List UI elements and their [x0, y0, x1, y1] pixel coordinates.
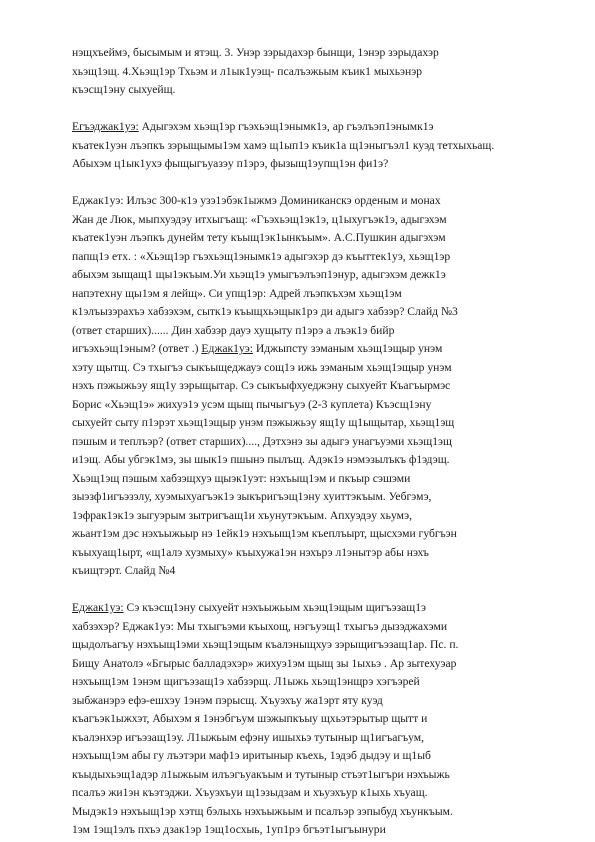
text-line: [72, 118, 532, 137]
text-line: [72, 544, 532, 563]
text-run: к1элъызэрахъэ хабзэхэм, сытк1э къыщхьэщык1рэ ди адыгэ хабзэр? Слайд №3: [72, 305, 458, 318]
text-line: [72, 507, 532, 526]
speaker-label: Еджак1уэ:: [201, 342, 253, 355]
text-line: [72, 766, 532, 785]
text-run: къатек1уэн лъэпкъ зэрыщымы1эм хамэ щ1ып1э къик1а щ1эныгъэл1 куэд тетхыхьащ.: [72, 138, 495, 152]
text-line: [72, 562, 532, 581]
text-line: [72, 618, 532, 637]
text-line: [72, 821, 532, 840]
text-line: [72, 63, 532, 82]
text-run: къатек1уэн лъэпкъ дунейм тету къыщ1эк1ынкъым». А.С.Пушкин адыгэхэм: [72, 231, 446, 244]
text-run: Борис «Хьэщ1э» жихуэ1э усэм щыщ пычыгъуэ (2-3 куплета) Къэсщ1эну: [72, 397, 432, 411]
paragraph: [72, 192, 532, 581]
text-run: къагъэк1ыжхэт, Абыхэм я 1энэбгъум шэжыпкъыу щхьэтэрытыр щытт и: [72, 712, 428, 725]
text-line: [72, 599, 532, 618]
text-run: и1эщ. Абы убгэк1мэ, зы шык1э пшынэ пылъщ. Адэк1э нэмэзылъкъ ф1эдэщ.: [72, 453, 450, 466]
text-line: [72, 470, 532, 489]
text-run: къалэнхэр игъэзащ1эу. Л1ыжьым ефэну ишыхьэ тутыныр щ1игъагъум,: [72, 730, 424, 744]
text-run: къыдыхьэщ1адэр л1ыжьым илъэгъуакъым и тутыныр стъэт1ыгъри нэхъыжь: [72, 767, 450, 781]
text-run: зыэзф1игъэзэлу, хуэмыхуагъэк1э зыкъригъэщ1эну хуиттэкъым. Уебгэмэ,: [72, 490, 432, 503]
text-run: (ответ старших)...... Дин хабзэр дауэ хущыту п1эрэ а лъэк1э бийр: [72, 323, 395, 337]
text-run: хьэщ1эщ. 4.Хьэщ1эр Тхьэм и л1ык1уэщ- псалъэжьым къик1 мыхьэнэр: [72, 64, 422, 78]
text-run: папщ1э етх. : «Хьэщ1эр гъэхьэщ1энымк1э адыгэхэр дэ къыттек1уэ, хьэщ1эр: [72, 249, 451, 263]
text-line: [72, 303, 532, 322]
text-line: [72, 155, 532, 174]
text-run: Бищу Анатолэ «Бгырыс балладэхэр» жихуэ1эм щыщ зы 1ыхьэ . Ар зытехуэар: [72, 656, 457, 670]
text-line: [72, 747, 532, 766]
text-run: сыхуейт сыту п1эрэт хьэщ1эщыр унэм пэжыжьэу ящ1у щ1ыщытар, хьэщ1эщ: [72, 416, 455, 429]
text-run: Абыхэм ц1ык1ухэ фыщыгъуазэу п1эрэ, фызыщ1эупщ1эн фи1э?: [72, 157, 389, 170]
text-run: Иджыпсту зэманым хьэщ1эщыр унэм: [252, 342, 443, 355]
text-line: [72, 729, 532, 748]
text-line: [72, 488, 532, 507]
text-run: Еджак1уэ: Илъэс 300-к1э узэ1эбэк1ыжмэ Доминиканскэ орденым и монах: [72, 194, 441, 207]
text-run: напэтехну щы1эм я лейщ». Си упщ1эр: Адрей лъэпкъхэм хьэщ1эм: [72, 286, 402, 300]
text-run: жьант1эм дэс нэхъыжьыр нэ 1ейк1э нэхъыщ1эм къеплъырт, щысхэми губгъэн: [72, 527, 457, 540]
text-run: къыхуащ1ырт, «щ1алэ хузмыху» къыхужа1эн нэхърэ л1энытэр абы нэхъ: [72, 545, 429, 559]
paragraph: [72, 118, 532, 174]
document-body: [72, 44, 532, 840]
text-line: [72, 211, 532, 230]
text-line: [72, 44, 532, 63]
text-line: [72, 81, 532, 100]
paragraph: [72, 44, 532, 100]
text-run: къэсщ1эну сыхуейщ.: [72, 83, 176, 96]
text-line: [72, 784, 532, 803]
text-line: [72, 340, 532, 359]
text-run: нэхъ пэжыжьэу ящ1у зэрыщытар. Сэ сыкъыфхуеджэну сыхуейт Къагъырмэс: [72, 379, 451, 392]
text-line: [72, 266, 532, 285]
text-run: къищтэрт. Слайд №4: [72, 564, 176, 577]
text-run: 1эм 1эщ1элъ пхъэ дзак1эр 1эщ1осхыь, 1уп1рэ бгъэт1ыгъынури: [72, 823, 386, 836]
text-line: [72, 248, 532, 267]
text-run: Хьэщ1эщ пэшым хабзэщхуэ щыэк1уэт: нэхъыщ1эм и пкъыр сэшэми: [72, 471, 411, 485]
text-line: [72, 359, 532, 378]
text-run: хабзэхэр? Еджак1уэ: Мы тхыгъэми къыхощ, нэгъуэщ1 тхыгъэ дызэджахэми: [72, 619, 448, 633]
text-line: [72, 322, 532, 341]
text-run: игъэхьэщ1эным? (ответ .): [72, 342, 202, 355]
text-line: [72, 396, 532, 415]
text-run: нэхъыщ1эм 1энэм щигъэзащ1э хабзэрщ. Л1ыжь хьэщ1энщрэ хэгъэрей: [72, 675, 420, 688]
text-line: [72, 525, 532, 544]
speaker-label: Егъэджак1уэ:: [72, 120, 139, 133]
text-run: Жан де Люк, мыпхуэдэу итхыгъащ: «Гъэхьэщ1эк1э, ц1ыхугъэк1э, адыгэхэм: [72, 212, 447, 226]
paragraph-gap: [72, 581, 532, 600]
text-line: [72, 192, 532, 211]
paragraph-gap: [72, 100, 532, 119]
text-line: [72, 414, 532, 433]
text-run: хэту щытщ. Сэ тхыгъэ сыкъыщеджауэ сощ1э ижь зэманым хьэщ1эщыр унэм: [72, 360, 452, 374]
text-line: [72, 692, 532, 711]
text-line: [72, 433, 532, 452]
text-line: [72, 710, 532, 729]
text-line: [72, 229, 532, 248]
text-run: Адыгэхэм хьэщ1эр гъэхьэщ1энымк1э, ар гъэлъэп1энымк1э: [138, 120, 434, 133]
text-run: Мыдэк1э нэхъыщ1эр хэтщ бэлыхь нэхъыжьым и псалъэр зэпыбуд хъункъым.: [72, 804, 453, 818]
text-line: [72, 655, 532, 674]
text-line: [72, 636, 532, 655]
text-line: [72, 803, 532, 822]
text-run: щыдолъагъу нэхъыщ1эми хьэщ1эщым къалэныщхуэ зэрыщигъэзащ1ар. Пс. п.: [72, 638, 459, 651]
text-run: абыхэм зыщащ1 щы1экъым.Уи хьэщ1э умыгъэлъэп1энур, адыгэхэм дежк1э: [72, 268, 446, 281]
speaker-label: Еджак1уэ:: [72, 601, 124, 614]
paragraph-gap: [72, 174, 532, 193]
text-run: пэшым и теплъэр? (ответ старших)...., Дэтхэнэ зы адыгэ унагъуэми хьэщ1эщ: [72, 434, 452, 448]
text-line: [72, 673, 532, 692]
paragraph: [72, 599, 532, 840]
text-line: [72, 377, 532, 396]
text-run: 1эфрак1эк1э зыгуэрым зытригъащ1и хъунутэкъым. Апхуэдэу хьумэ,: [72, 508, 412, 522]
text-run: нэщхъеймэ, бысымым и ятэщ. 3. Унэр зэрыдахэр бынщи, 1энэр зэрыдахэр: [72, 46, 439, 59]
text-line: [72, 137, 532, 156]
text-run: Сэ къэсщ1эну сыхуейт нэхъыжьым хьэщ1эщым щигъэзащ1э: [123, 601, 426, 614]
text-run: нэхъыщ1эм абы гу лъэтэри маф1э иритыныр къехь, 1эдэб дыдэу и щ1ыб: [72, 749, 431, 762]
text-line: [72, 285, 532, 304]
text-run: зыбжанэрэ ефэ-ешхэу 1энэм пэрысщ. Хъуэхъу жа1эрт яту куэд: [72, 693, 383, 707]
text-run: псалъэ жи1эн къэтэджи. Хъуэхъуи щ1эзыдзам и хъуэхъур к1ыхь хъуащ.: [72, 786, 428, 799]
text-line: [72, 451, 532, 470]
